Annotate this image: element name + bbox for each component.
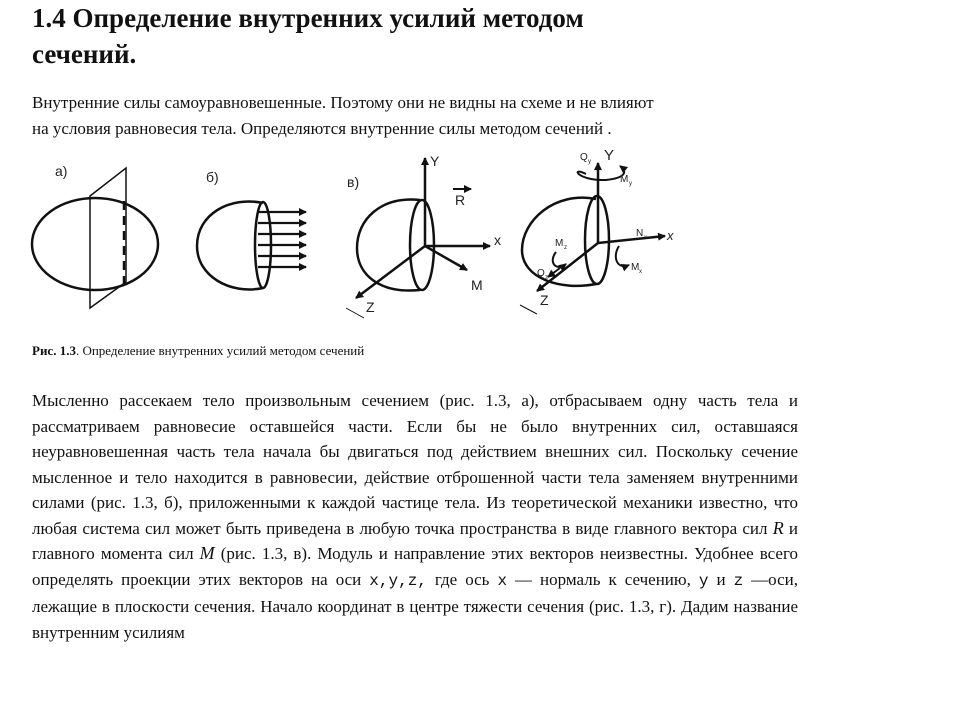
section-heading	[32, 0, 792, 72]
figure-a	[32, 163, 158, 308]
heading-line-1: 1.4 Определение внутренних усилий методом	[32, 3, 584, 33]
label-mx-sub: x	[639, 269, 642, 275]
symbol-m: M	[199, 543, 215, 563]
body-text-7: —оси, лежащие в плоскости сечения. Начало координат в центре тяжести сечения (рис. 1.3, г). Дадим название внутренним усилиям	[32, 569, 798, 642]
vector-r-label: R	[455, 192, 466, 208]
label-qy-sub: y	[588, 159, 591, 165]
label-qz-sub: z	[545, 275, 548, 281]
vector-m	[425, 246, 467, 270]
body-paragraph	[32, 388, 798, 645]
moment-y-arrow	[578, 166, 625, 180]
figure-1-3	[0, 145, 968, 325]
y-axis-label: Y	[430, 153, 440, 169]
z-axis-tick	[346, 308, 364, 318]
intro-line-2: на условия равновесия тела. Определяются внутренние силы методом сечений .	[32, 118, 612, 138]
caption-label: Рис. 1.3	[32, 343, 76, 358]
label-x-g: x	[667, 228, 674, 243]
heading-line-2: сечений.	[32, 39, 137, 69]
body-ellipse-a	[32, 198, 158, 290]
axes-symbols: x,y,z,	[369, 571, 427, 590]
label-z-g: Z	[540, 292, 549, 308]
caption-text: . Определение внутренних усилий методом сечений	[75, 343, 365, 358]
body-text-1: Мысленно рассекаем тело произвольным сечением (рис. 1.3, а), отбрасываем одну часть тела и рассматриваем равновесие оставшейся части. Если бы не было внутренних сил, оставшаяся неуравновешенная часть тела начала бы двигаться под действием внешних сил. Поскольку сечение мысленное и тело находится в равновесии, действие отброшенной части тела заменяем внутренними силами (рис. 1.3, б), приложенными к каждой частице тела. Из теоретической механики известно, что любая система сил может быть приведена в любую точка пространства в виде главного вектора сил	[32, 391, 798, 538]
label-mz: M	[555, 238, 564, 249]
label-qz: Q	[537, 268, 545, 279]
body-text-2: и главного момента сил	[32, 518, 798, 563]
symbol-z: z	[733, 571, 744, 590]
label-mz-sub: z	[564, 245, 567, 251]
label-nx-sub: x	[644, 235, 647, 241]
symbol-r: R	[772, 517, 784, 538]
figure-b-label: б)	[206, 169, 219, 185]
label-my-sub: y	[629, 181, 632, 187]
figure-a-label: а)	[55, 163, 68, 179]
body-text-3: (рис. 1.3, в). Модуль и направление этих векторов неизвестны. Удобнее всего определять проекции этих векторов на оси	[32, 544, 798, 589]
z-axis-g	[537, 243, 598, 291]
symbol-x: x	[497, 571, 508, 590]
label-my: M	[620, 174, 629, 185]
body-text-4: где ось	[426, 569, 498, 589]
figure-caption	[32, 343, 364, 359]
figure-b	[197, 169, 306, 289]
label-y-g: Y	[604, 147, 615, 164]
x-axis-label: x	[494, 232, 501, 248]
vector-m-label: M	[471, 277, 483, 293]
intro-line-1: Внутренние силы самоуравновешенные. Поэтому они не видны на схеме и не влияют	[32, 93, 654, 112]
label-mx: M	[631, 262, 640, 273]
z-axis-tick-g	[520, 305, 537, 314]
figure-v	[346, 153, 501, 318]
internal-force-arrows	[258, 212, 306, 267]
moment-z-arrow	[553, 252, 566, 267]
body-text-6: и	[708, 569, 734, 589]
intro-paragraph	[32, 90, 798, 141]
figure-v-label: в)	[347, 174, 360, 190]
moment-x-arrow	[616, 246, 629, 266]
body-text-5: — нормаль к сечению,	[507, 569, 699, 589]
half-body-b	[197, 201, 263, 289]
z-axis-label: Z	[366, 299, 375, 315]
symbol-y: y	[698, 571, 709, 590]
label-nx: N	[636, 228, 644, 239]
label-qy: Q	[580, 152, 588, 163]
figure-g	[520, 147, 674, 314]
